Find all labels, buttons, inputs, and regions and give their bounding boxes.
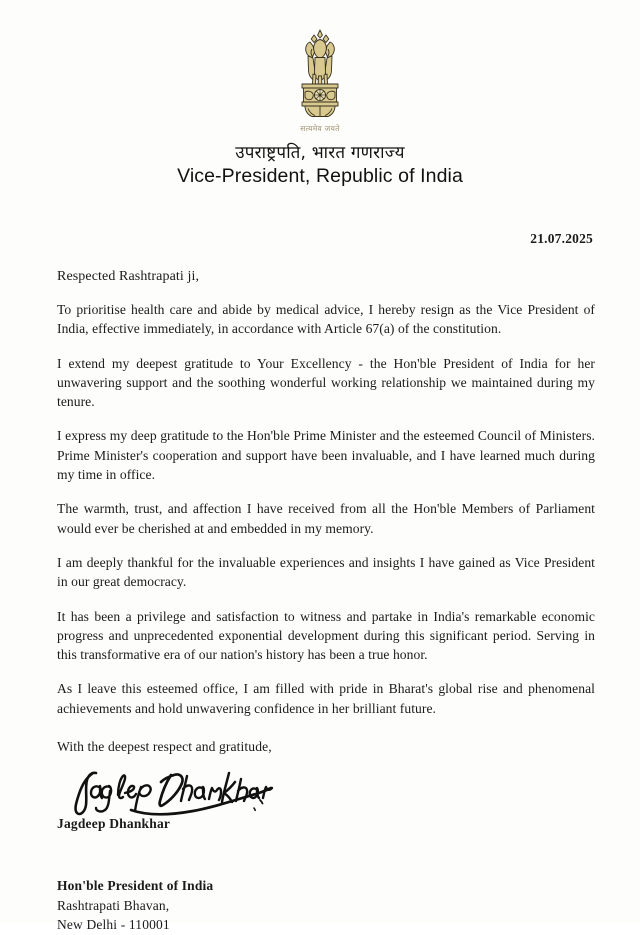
letter-salutation: Respected Rashtrapati ji, — [57, 268, 200, 284]
letter-paragraph: I express my deep gratitude to the Hon'ble Prime Minister and the esteemed Council of Ministers. Prime Minister's cooperation and support have been invaluable, and I have learned much during my time in office. — [57, 428, 595, 483]
emblem-motto: सत्यमेव जयते — [300, 124, 340, 133]
signature-name: Jagdeep Dhankhar — [57, 816, 171, 832]
letter-paragraph: As I leave this esteemed office, I am filled with pride in Bharat's global rise and phenomenal achievements and hold unwavering confidence in her brilliant future. — [57, 681, 595, 716]
letterhead-title-hindi: उपराष्ट्रपति, भारत गणराज्य — [235, 143, 405, 163]
letter-date: 21.07.2025 — [530, 230, 593, 246]
letterhead — [0, 0, 640, 187]
letter-closing: With the deepest respect and gratitude, — [57, 739, 272, 755]
letter-paragraph: I extend my deepest gratitude to Your Excellency - the Hon'ble President of India for her unwavering support and the soothing wonderful working relationship we maintained during my tenure. — [57, 355, 595, 410]
letter-paragraph: The warmth, trust, and affection I have received from all the Hon'ble Members of Parliament would ever be cherished at and embedded in my memory. — [57, 501, 595, 536]
india-state-emblem-icon — [288, 26, 352, 130]
addressee-block — [57, 876, 595, 935]
letter-paragraph: I am deeply thankful for the invaluable experiences and insights I have gained as Vice President in our great democracy. — [57, 554, 595, 590]
addressee-line-1: Rashtrapati Bhavan, — [57, 897, 170, 913]
signature-block — [57, 767, 595, 832]
addressee-line-2: New Delhi - 110001 — [57, 917, 170, 933]
addressee-title: Hon'ble President of India — [57, 878, 214, 894]
letter-paragraph: It has been a privilege and satisfaction to witness and partake in India's remarkable economic progress and unprecedented exponential development during this significant period. Serving in this transformative era of our nation's history has been a true honor. — [57, 608, 595, 663]
letterhead-title-english: Vice-President, Republic of India — [177, 164, 463, 187]
handwritten-signature-icon — [63, 767, 278, 819]
letter-body — [0, 231, 640, 935]
letter-paragraph: To prioritise health care and abide by medical advice, I hereby resign as the Vice President of India, effective immediately, in accordance with Article 67(a) of the constitution. — [57, 301, 595, 337]
